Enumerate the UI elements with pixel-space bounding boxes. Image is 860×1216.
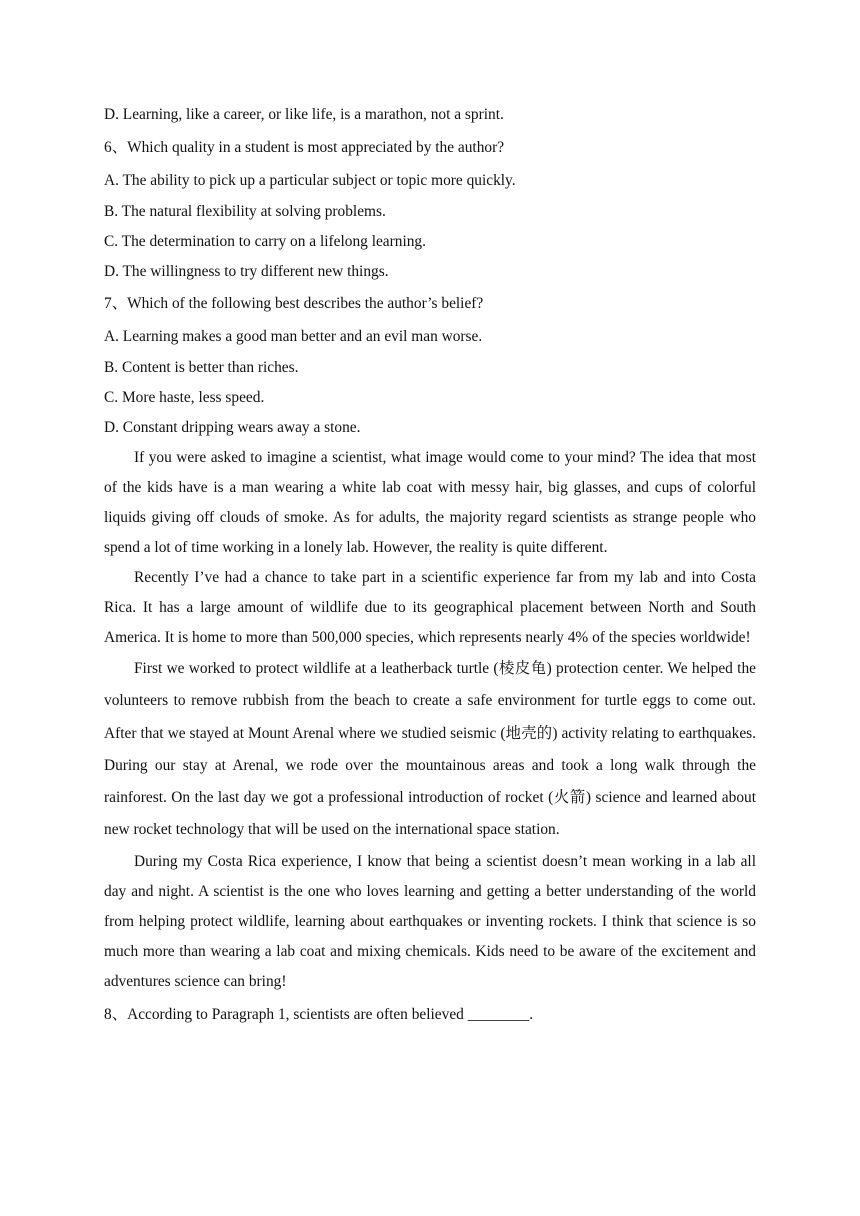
document-page bbox=[104, 98, 756, 1031]
q8-question: 8、According to Paragraph 1, scientists are often believed ________. bbox=[104, 1005, 534, 1023]
passage-paragraph-3: First we worked to protect wildlife at a leatherback turtle (棱皮龟) protection center. We helped the volunteers to remove rubbish from the beach to create a safe environment for turtle eggs to come out. After that we stayed at Mount Arenal where we studied seismic (地壳的) activity relating to earthquakes. During our stay at Arenal, we rode over the mountainous areas and took a long walk through the rainforest. On the last day we got a professional introduction of rocket (火箭) science and learned about new rocket technology that will be used on the international space station. bbox=[104, 660, 756, 839]
q6-option-a: A. The ability to pick up a particular subject or topic more quickly. bbox=[104, 172, 516, 189]
passage-paragraph-4: During my Costa Rica experience, I know that being a scientist doesn’t mean working in a lab all day and night. A scientist is the one who loves learning and getting a better understanding of the world from helping protect wildlife, learning about earthquakes or inventing rockets. I think that science is so much more than wearing a lab coat and mixing chemicals. Kids need to be aware of the excitement and adventures science can bring! bbox=[104, 852, 756, 990]
q7-question: 7、Which of the following best describes the author’s belief? bbox=[104, 295, 484, 312]
q7-option-b: B. Content is better than riches. bbox=[104, 359, 299, 376]
q7-option-d: D. Constant dripping wears away a stone. bbox=[104, 419, 361, 436]
q5-option-d: D. Learning, like a career, or like life, is a marathon, not a sprint. bbox=[104, 106, 504, 123]
q6-option-d: D. The willingness to try different new things. bbox=[104, 263, 389, 280]
q7-option-c: C. More haste, less speed. bbox=[104, 389, 265, 406]
passage-paragraph-1: If you were asked to imagine a scientist, what image would come to your mind? The idea that most of the kids have is a man wearing a white lab coat with messy hair, big glasses, and cups of colorful liquids giving off clouds of smoke. As for adults, the majority regard scientists as strange people who spend a lot of time working in a lonely lab. However, the reality is quite different. bbox=[104, 449, 756, 556]
passage-paragraph-2: Recently I’ve had a chance to take part in a scientific experience far from my lab and into Costa Rica. It has a large amount of wildlife due to its geographical placement between North and South America. It is home to more than 500,000 species, which represents nearly 4% of the species worldwide! bbox=[104, 569, 756, 646]
q6-question: 6、Which quality in a student is most appreciated by the author? bbox=[104, 139, 505, 156]
q6-option-b: B. The natural flexibility at solving problems. bbox=[104, 203, 386, 220]
q7-option-a: A. Learning makes a good man better and an evil man worse. bbox=[104, 328, 483, 345]
q6-option-c: C. The determination to carry on a lifelong learning. bbox=[104, 233, 426, 250]
